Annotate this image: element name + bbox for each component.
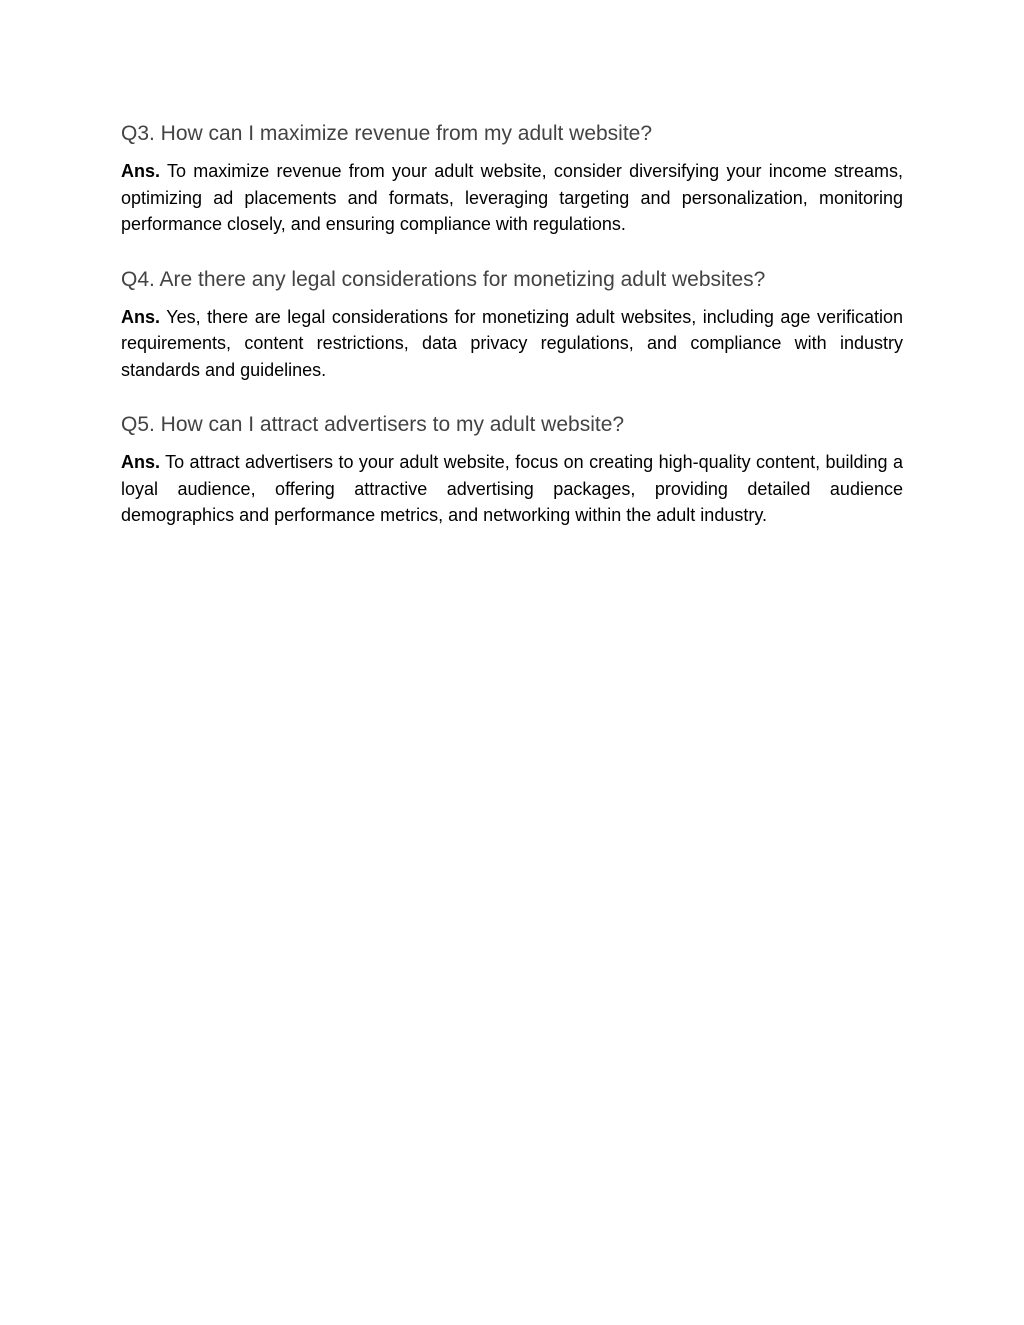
faq-item-q4	[121, 264, 903, 384]
faq-item-q5	[121, 409, 903, 529]
answer-label: Ans.	[121, 452, 161, 472]
faq-answer	[121, 449, 903, 529]
faq-question: Q5. How can I attract advertisers to my adult website?	[121, 413, 625, 436]
answer-text: To maximize revenue from your adult website, consider diversifying your income streams, optimizing ad placements and formats, leveraging targeting and personalization, monitoring performance closely, and ensuring compliance with regulations.	[121, 161, 903, 234]
faq-question: Q4. Are there any legal considerations for monetizing adult websites?	[121, 267, 766, 291]
document-page	[121, 118, 903, 529]
faq-answer	[121, 304, 903, 384]
faq-question: Q3. How can I maximize revenue from my adult website?	[121, 122, 653, 145]
answer-label: Ans.	[121, 161, 161, 181]
faq-answer	[121, 158, 903, 238]
answer-text: To attract advertisers to your adult website, focus on creating high-quality content, building a loyal audience, offering attractive advertising packages, providing detailed audience demographics and performance metrics, and networking within the adult industry.	[121, 452, 903, 525]
faq-item-q3	[121, 118, 903, 238]
answer-label: Ans.	[121, 306, 161, 327]
answer-text: Yes, there are legal considerations for monetizing adult websites, including age verification requirements, content restrictions, data privacy regulations, and compliance with industry standards and guidelines.	[121, 306, 903, 380]
